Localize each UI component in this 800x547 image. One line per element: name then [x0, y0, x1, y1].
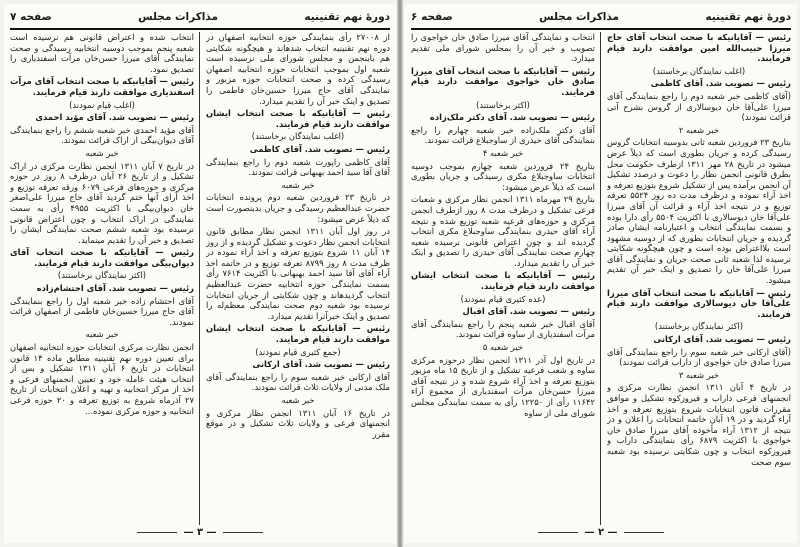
speaker-paragraph: رئیس — تصویب شد. آقای دکتر ملک‌زاده	[429, 112, 595, 123]
speaker-paragraph: رئیس — آقایانیکه با صحت انتخاب ایشان موافقت دارند قیام فرمایند.	[411, 270, 595, 292]
text-paragraph: (آقای کاظمی خبر شعبه دوم را راجع بنمایندگی آقای میرزا علی‌آقا خان دیوسالاری از گروس بشرح آتی قرائت نمودند)	[607, 90, 791, 123]
centered-note: خبر شعبه	[85, 329, 119, 340]
text-paragraph: آقای مؤید احمدی خبر شعبه ششم را راجع بنمایندگی آقای دیوان‌بیگی از اراک قرائت نمودند.	[10, 124, 194, 146]
text-column-right	[206, 32, 390, 525]
centered-note: خبر شعبه ۴	[482, 147, 524, 158]
publication-title: مذاکرات مجلس	[539, 11, 619, 23]
speaker-paragraph: رئیس — آقایانیکه با صحت انتخاب آقای میرزا علی‌آقا خان دیوسالاری موافقت دارند قیام فرمایند.	[607, 287, 791, 319]
text-paragraph: آقای ارکانی خبر شعبه سوم را راجع بنمایندگی آقای ملک مدنی از ولایات ثلاث قرائت نمودند.	[206, 371, 390, 393]
speaker-paragraph: رئیس — تصویب شد. آقای کاظمی	[650, 78, 791, 89]
text-paragraph: بتاریخ ۲۹ مهرماه ۱۳۱۱ انجمن نظار مرکزی و شعبات فرعی تشکیل و درظرف مدت ۸ روز ازطرف انجمن مرکزی و حوزه‌های فرعیه شعبه توزیع شده و نتیجه آراء آقای حیدری بنمایندگی ساوجبلاغ مکری انتخاب گردیده اند و چون اعتراض قانونی نرسیده شعبه چهارم صحت نمایندگی آقای حیدری را تصدیق و اینک خبر آن را تقدیم میدارد.	[411, 194, 595, 268]
centered-note: خبر شعبه ۲	[678, 124, 720, 135]
centered-note: (عده کثیری قیام نمودند)	[460, 293, 546, 304]
centered-note: خبر شعبه	[281, 395, 315, 405]
centered-note: خبر شعبه	[281, 179, 315, 190]
page-header	[411, 8, 791, 26]
page-footer-number: — ۳ —	[4, 527, 396, 538]
text-paragraph: در تاریخ ۷ آبان ۱۳۱۱ انجمن نظارت مرکزی در اراک تشکیل و از تاریخ ۲۶ آبان درظرف ۸ روز در حوزه مرکزی و حوزه‌های فرعی ۶۰۷۹ ورقه تعرفه توزیع و اخذ آرای آنها ختم گردید آقای حاج میرزا علی‌اصغر خان دیوان‌بیگی با اکثریت ۴۹۵۵ رأی به سمت نمایندگی در اراک انتخاب و چون اعتراض قانونی نرسیده بود شعبه ششم صحت نمایندگی ایشان را تصدیق و خبر آن را تقدیم مینماید.	[10, 160, 194, 245]
speaker-paragraph: رئیس — تصویب شد. آقای ارکانی	[252, 359, 390, 370]
text-paragraph: از ۲۷۰۰۸ رأی بنمایندگی حوزه انتخابیه اصفهان در دوره نهم تقنینیه انتخاب شدهاند و هیچگونه شکایتی هم باینجمن و مجلس شورای ملی نرسیده است شعبه اول بموجب انتخابات حوزه انتخابیه اصفهان رسیدگی کرده و صحت انتخابات حوزه مزبور و نمایندگی آقای حاج میرزا حسین‌خان فاطمی را تصدیق و اینک خبر آن را تقدیم میدارد.	[206, 32, 390, 106]
text-paragraph: آقای دکتر ملک‌زاده خبر شعبه چهارم را راجع بنمایندگی آقای حیدری از ساوجبلاغ قرائت نمودند.	[411, 124, 595, 146]
text-paragraph: در روز اول آبان ۱۳۱۱ انجمن نظار مطابق قانون انتخابات انجمن نظار دعوت و تشکیل گردیده و از روز ۱۴ آبان ۱۱ شروع بتوزیع تعرفه و اخذ آراء نموده در ظرف مدت ۸ روز ۸۷۹۹ تعرفه توزیع و در خاتمه اخذ آراء آقای آقا سید احمد بهبهانی با اکثریت ۷۶۱۴ رأی بسمت نمایندگی حوزه انتخابیه حضرت عبدالعظیم انتخاب گردیدهاند و چون شکایتی از جریان انتخابات نرسیده بود شعبه دوم صحت نمایندگی معظم‌له را تصدیق و اینک خبرآنرا تقدیم میدارد.	[206, 226, 390, 321]
text-paragraph: آقای کاظمی راپورت شعبه دوم را راجع بنمایندگی آقای آقا سید احمد بهبهانی قرائت نمودند.	[206, 156, 390, 178]
centered-note: خبر شعبه ۳	[678, 369, 720, 380]
centered-note: (اغلب نمایندگان برخاستند)	[251, 131, 345, 142]
speaker-paragraph: رئیس — آقایانیکه با صحت انتخاب آقای دیوان‌بیگی موافقت دارند قیام فرمایند.	[10, 247, 194, 268]
text-paragraph: بتاریخ ۲۴ فروردین شعبه چهارم بموجب دوسیه انتخابات ساوجبلاغ مکری رسیدگی و جریان بطوری است که ذیلاً عرض میشود:	[411, 160, 595, 192]
speaker-paragraph: رئیس — تصویب شد. آقای مؤید احمدی	[35, 112, 194, 123]
centered-note: (جمع کثیری قیام نمودند)	[255, 346, 341, 357]
centered-note: (اغلب نمایندگان برخاستند)	[652, 65, 746, 76]
centered-note: (اکثر نمایندگان برخاستند)	[654, 321, 744, 332]
term-label: دورهٔ نهم تقنینیه	[304, 11, 390, 23]
centered-note: (اکثر نمایندگان برخاستند)	[57, 270, 147, 281]
page-number-label: صفحه ۷	[10, 11, 52, 23]
speaker-paragraph: رئیس — تصویب شد. آقای اقبال	[462, 306, 595, 317]
column-divider	[600, 32, 601, 525]
text-paragraph: انتخاب و نمایندگی آقای میرزا صادق خان خواجوی را تصویب و خبر آن را بمجلس شورای ملی تقدیم میدارد.	[411, 32, 595, 64]
page-header	[10, 8, 390, 26]
speaker-paragraph: رئیس — آقایانیکه با صحت انتخاب ایشان موافقت دارند قیام فرمایند.	[206, 323, 390, 345]
left-page	[4, 4, 396, 543]
term-label: دورهٔ نهم تقنینیه	[705, 11, 791, 23]
text-paragraph: آقای اقبال خبر شعبه پنجم را راجع بنمایندگی آقای مرآت اسفندیاری از ساوه قرائت نمودند.	[411, 318, 595, 340]
text-paragraph: در تاریخ ۲۳ فروردین شعبه دوم پرونده انتخابات حضرت عبدالعظیم رسیدگی و جریان بدینصورت است که ذیلاً عرض میشود:	[206, 192, 390, 224]
header-rule	[411, 28, 791, 30]
centered-note: خبر شعبه	[85, 147, 119, 158]
speaker-paragraph: رئیس — تصویب شد. آقای کاظمی	[249, 143, 390, 154]
text-paragraph: انتخاب شده و اعتراض قانونی هم نرسیده است شعبه پنجم بموجب دوسیه انتخابیه رسیدگی و صحت نمایندگی آقای میرزا حسن‌خان مرآت اسفندیاری را تصدیق نمود.	[10, 32, 194, 74]
centered-note: (اکثر برخاستند)	[476, 99, 530, 110]
speaker-paragraph: رئیس — آقایانیکه با صحت انتخاب ایشان موافقت دارند قیام فرمایند.	[206, 108, 390, 129]
text-paragraph: در تاریخ ۴ آبان ۱۳۱۱ انجمن نظارت مرکزی و انجمنهای فرعی داراب و فیروزکوه تشکیل و موافق مقررات قانون انتخابات شروع بتوزیع تعرفه و اخذ آراء گردید و در ۱۹ آبان خاتمه انتخابات را اعلان و در نتیجه از ۱۳۱۲ آراء مأخوذه آقای میرزا صادق خان خواجوی با اکثریت ۶۸۷۹ رأی بنمایندگی داراب و فیروزکوه انتخاب و چون شکایتی نرسیده بود شعبه سوم صحت	[607, 382, 791, 467]
text-paragraph: (آقای ارکانی خبر شعبه سوم را راجع بنمایندگی آقای میرزا صادق خان خواجوی از داراب قرائت نمودند)	[607, 346, 791, 368]
publication-title: مذاکرات مجلس	[138, 11, 218, 23]
text-paragraph: در تاریخ اول آذر ۱۳۱۱ انجمن نظار درحوزه مرکزی ساوه و شعب فرعیه تشکیل و از تاریخ ۱۵ ماه مزبور بتوزیع تعرفه و اخذ آراء شروع شده و در نتیجه آقای میرزا حسن‌خان مرآت اسفندیاری از مجموع آراء ۱۱۶۴۲ رأی از ۱۲۲۵۰ رأی به سمت نمایندگی مجلس شورای ملی از ساوه	[411, 354, 595, 418]
page-footer-number: — ۲ —	[405, 527, 797, 538]
text-column-left	[10, 32, 194, 525]
speaker-paragraph: رئیس — آقایانیکه با صحت انتخاب آقای میرزا صادق خان خواجوی موافقت دارند قیام فرمایند.	[411, 65, 595, 97]
text-paragraph: انجمن نظارت مرکزی انتخابات حوزه انتخابیه اصفهان برای تعیین دوره نهم تقنینیه مطابق ماده ۱۴ قانون انتخابات در تاریخ ۶ آبان ۱۳۱۱ تشکیل و بس از انتخاب هیئت عامله خود و تعیین انجمنهای فرعی و اخذ از مرکز انتخابیه و تهیه و اعلان انتخابات از تاریخ ۲۷ آذرماه شروع به توزیع تعرفه و ۲۰ حوزه فرعی انتخابیه و حوزه مرکزی نموده...	[10, 342, 194, 416]
speaker-paragraph: رئیس — تصویب شد. آقای احتشام‌زاده	[36, 283, 194, 294]
text-column-left	[411, 32, 595, 525]
text-column-right	[607, 32, 791, 525]
text-paragraph: در تاریخ ۱۶ آبان ۱۳۱۱ انجمن نظار مرکزی و انجمنهای فرعی و ولایات ثلاث تشکیل و در موقع مقرر	[206, 407, 390, 439]
page-number-label: صفحه ۶	[411, 11, 453, 23]
speaker-paragraph: رئیس — آقایانیکه با صحت انتخاب آقای مرآت اسفندیاری موافقت دارند قیام فرمایند.	[10, 76, 194, 97]
column-divider	[199, 32, 200, 525]
speaker-paragraph: رئیس — آقایانیکه با صحت انتخاب آقای حاج میرزا حبیب‌الله امین موافقت دارند قیام فرمایند.	[607, 32, 791, 64]
right-page	[405, 4, 797, 543]
centered-note: (اغلب قیام نمودند)	[69, 99, 135, 110]
book-gutter	[397, 0, 403, 547]
text-paragraph: بتاریخ ۲۳ فروردین شعبه ثانی بدوسیه انتخابات گروس رسیدگی کرده و جریان بطوری است که ذیلاً عرض میشود در تاریخ ۲۸ مهر ۱۳۱۱ ازطرف حکومت محل بطرق قانونی انجمن نظار را دعوت و درصدد تشکیل آن انجمن برآمده پس از تشکیل شروع بتوزیع تعرفه و اخذ آراء نموده و درظرف مدت ده روز ۵۵۲۴ تعرفه توزیع و در نتیجه اخذ آراء و قرائت آن آقای میرزا علی‌آقا خان دیوسالاری با اکثریت ۵۵۰۴ رأی دارا بوده و بسمت نمایندگی انتخاب و اعتبارنامه ایشان صادر گردیده و جریان انتخابات بطوری که از دوسیه مشهود است بلااعتراض بوده است و چون هیچگونه شکایتی نرسیده لذا شعبه ثانی صحت جریان و نمایندگی آقای میرزا علی‌آقا خان را تصدیق و اینک خبر آن تقدیم میشود.	[607, 137, 791, 286]
header-rule	[10, 28, 390, 30]
speaker-paragraph: رئیس — تصویب شد. آقای ارکانی	[653, 334, 791, 345]
text-paragraph: آقای احتشام زاده خبر شعبه اول را راجع بنمایندگی آقای حاج میرزا حسین‌خان فاطمی از اصفهان قرائت نمودند.	[10, 295, 194, 327]
centered-note: خبر شعبه ۵	[482, 342, 524, 353]
